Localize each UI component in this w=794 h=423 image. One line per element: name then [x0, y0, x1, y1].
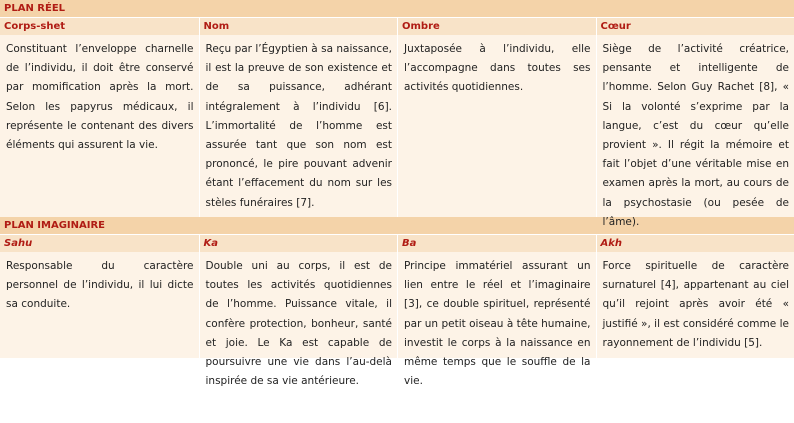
cell-coeur: Siège de l’activité créatrice, pensante et intelligente de l’homme. Selon Guy Rachet [8], « Si la volonté s’exprime par la langue, c’est du cœur qu’elle provient ». Il régit la mémoire et fait l’objet d’une véritable mise en examen après la mort, au cours de la psychostasie (ou pesée de l’âme). [596, 35, 794, 217]
cell-sahu: Responsable du caractère personnel de l’individu, il lui dicte sa conduite. [6, 260, 194, 311]
cell-corps-shet: Constituant l’enveloppe charnelle de l’individu, il doit être conservé par momification après la mort. Selon les papyrus médicaux, il représente le contenant des divers éléments qui assurent la vie. [6, 43, 194, 152]
header-sahu: Sahu [4, 238, 33, 249]
header-corps-shet: Corps-shet [4, 21, 66, 32]
section-title-real: PLAN RÉEL [0, 0, 794, 18]
header-akh: Akh [596, 235, 794, 252]
cell-ombre: Juxtaposée à l’individu, elle l’accompagne dans toutes ses activités quotidiennes. [397, 35, 596, 217]
header-ba: Ba [397, 235, 596, 252]
header-row-imaginary [0, 235, 794, 252]
header-nom: Nom [199, 18, 398, 35]
header-row-real [0, 18, 794, 35]
header-ombre: Ombre [397, 18, 596, 35]
section-title-imaginary: PLAN IMAGINAIRE [0, 217, 794, 235]
header-coeur: Cœur [596, 18, 794, 35]
cell-nom: Reçu par l’Égyptien à sa naissance, il est la preuve de son existence et de sa puissance, adhérant intégralement à l’individu [6]. L’immortalité de l’homme est assurée tant que son nom est prononcé, le pire pouvant advenir étant l’effacement du nom sur les stèles funéraires [7]. [199, 35, 398, 217]
body-row-imaginary [0, 252, 794, 388]
cell-ba: Principe immatériel assurant un lien entre le réel et l’imaginaire [3], ce double spirituel, représenté par un petit oiseau à tête humaine, investit le corps à la naissance en même temps que le souffle de la vie. [397, 252, 596, 358]
header-ka: Ka [199, 235, 398, 252]
cell-akh: Force spirituelle de caractère surnaturel [4], appartenant au ciel qu’il rejoint après avoir été « justifié », il est considéré comme le rayonnement de l’individu [5]. [596, 252, 794, 358]
section-imaginary [0, 217, 794, 388]
cell-ka: Double uni au corps, il est de toutes les activités quotidiennes de l’homme. Puissance vitale, il confère protection, bonheur, santé et joie. Le Ka est capable de poursuivre une vie dans l’au-delà inspirée de sa vie antérieure. [199, 252, 398, 358]
